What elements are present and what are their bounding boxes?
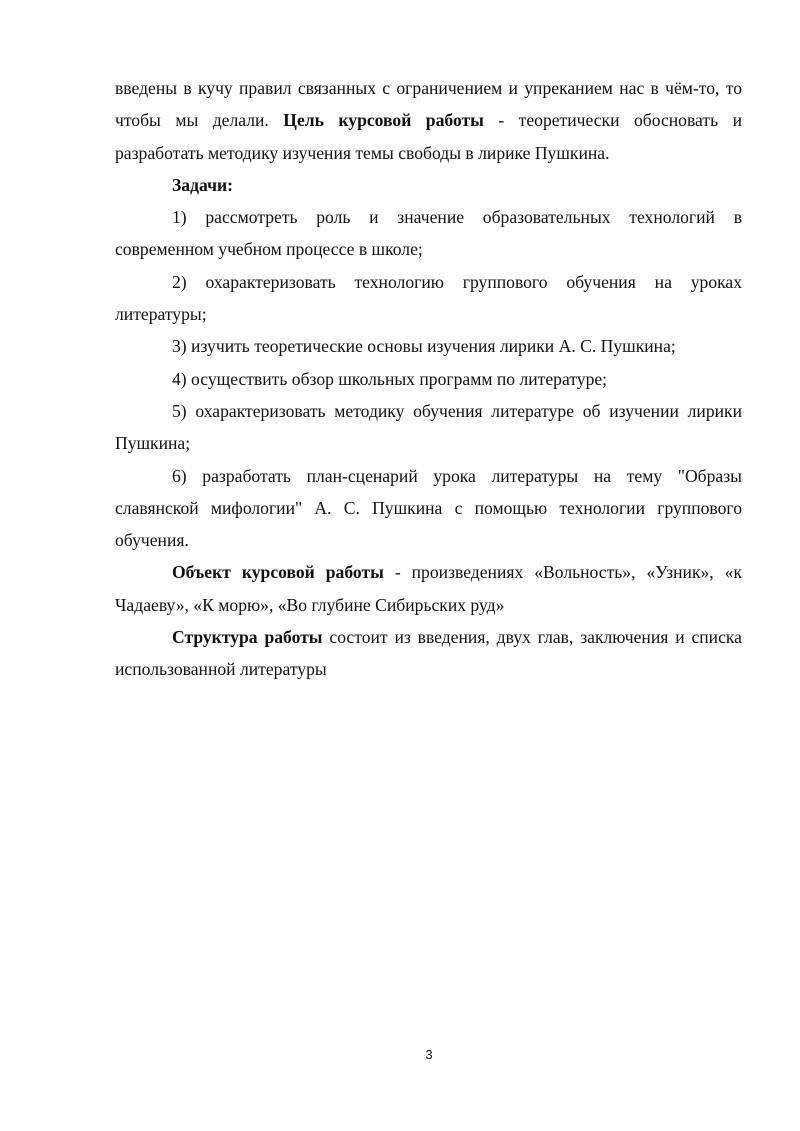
tasks-heading bbox=[115, 169, 742, 201]
task-item: 1) рассмотреть роль и значение образовательных технологий в современном учебном процессе в школе; bbox=[115, 207, 742, 260]
goal-text: - теоретически обосновать и разработать методику изучения темы свободы в лирике Пушкина. bbox=[115, 110, 742, 163]
task-item: 5) охарактеризовать методику обучения литературе об изучении лирики Пушкина; bbox=[115, 400, 742, 454]
object-label: Объект курсовой работы bbox=[172, 562, 384, 583]
tasks-heading-label: Задачи: bbox=[172, 174, 233, 195]
task-item: 6) разработать план-сценарий урока литературы на тему "Образы славянской мифологии" А. С. Пушкина с помощью технологии группового обучения. bbox=[115, 465, 742, 551]
body-text bbox=[115, 72, 742, 686]
page-number: 3 bbox=[425, 1047, 433, 1062]
object-text: - произведениях «Вольность», «Узник», «к Чадаеву», «К морю», «Во глубине Сибирьских руд» bbox=[115, 562, 742, 615]
paragraph-structure bbox=[115, 621, 742, 686]
paragraph-goal bbox=[115, 72, 742, 169]
task-item: 4) осуществить обзор школьных программ по литературе; bbox=[172, 368, 608, 389]
structure-label: Структура работы bbox=[172, 627, 323, 648]
goal-label: Цель курсовой работы bbox=[283, 110, 484, 131]
task-item: 2) охарактеризовать технологию группового обучения на уроках литературы; bbox=[115, 271, 742, 325]
paragraph-object bbox=[115, 556, 742, 621]
task-item: 3) изучить теоретические основы изучения лирики А. С. Пушкина; bbox=[172, 336, 676, 357]
intro-continuation: введены в кучу правил связанных с ограничением и упреканием нас в чём-то, то чтобы мы делали. bbox=[115, 78, 742, 131]
structure-text: состоит из введения, двух глав, заключения и списка использованной литературы bbox=[115, 627, 742, 680]
